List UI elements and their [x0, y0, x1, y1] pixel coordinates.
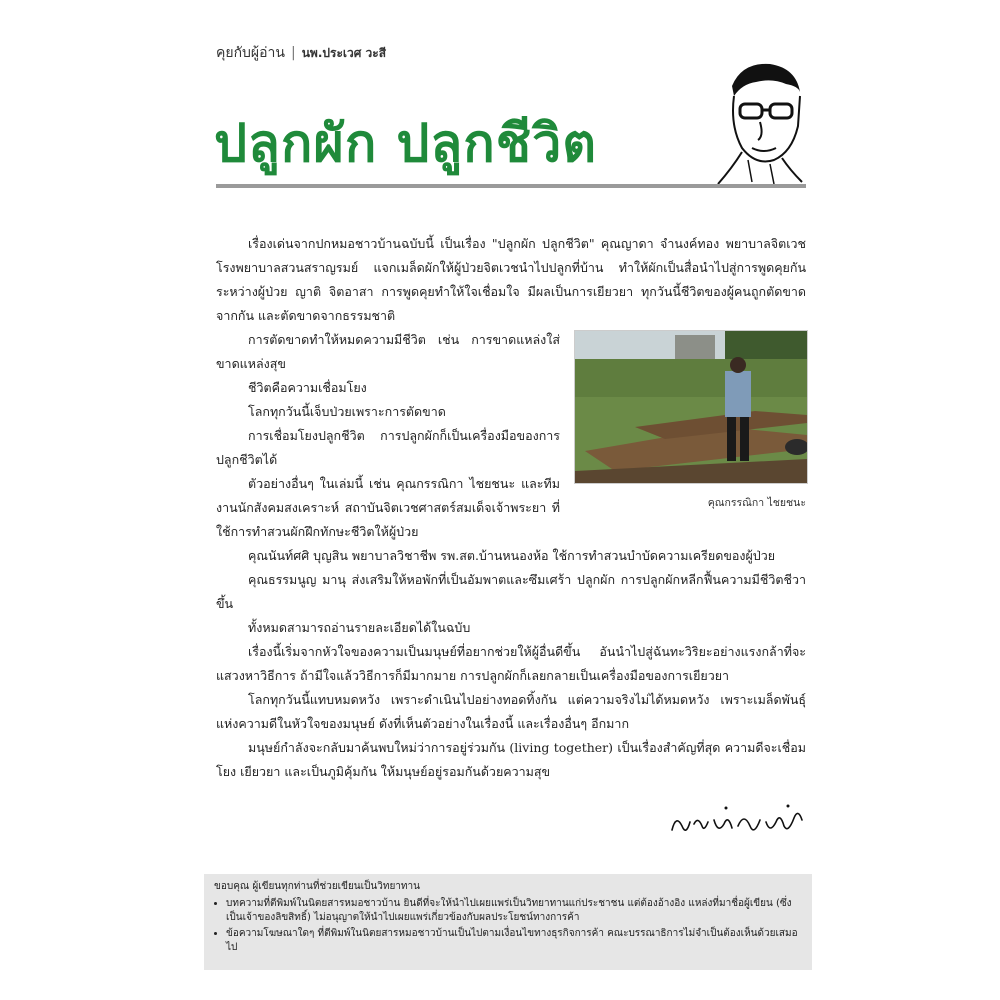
title-divider — [216, 184, 806, 188]
paragraph: คุณธรรมนูญ มานุ ส่งเสริมให้หอพักที่เป็นอัมพาตและซึมเศร้า ปลูกผัก การปลูกผักหลีกฟื้นความมีชีวิตชีวาขึ้น — [216, 572, 806, 611]
paragraph: โลกทุกวันนี้แทบหมดหวัง เพราะดำเนินไปอย่างทอดทิ้งกัน แต่ความจริงไม่ได้หมดหวัง เพราะเมล็ดพันธุ์แห่งความดีในหัวใจของมนุษย์ ดังที่เห็นตัวอย่างในเรื่องนี้ และเรื่องอื่นๆ อีกมาก — [216, 692, 806, 731]
footer-note-item: • ข้อความโฆษณาใดๆ ที่ตีพิมพ์ในนิตยสารหมอชาวบ้านเป็นไปตามเงื่อนไขทางธุรกิจการค้า คณะบรรณาธิการไม่จำเป็นต้องเห็นด้วยเสมอไป — [226, 927, 802, 955]
paragraph: คุณนันท์ศศิ บุญสิน พยาบาลวิชาชีพ รพ.สต.บ้านหนองห้อ ใช้การทำสวนบำบัดความเครียดของผู้ป่วย — [248, 548, 776, 563]
paragraph-intro: เรื่องเด่นจากปกหมอชาวบ้านฉบับนี้ เป็นเรื่อง "ปลูกผัก ปลูกชีวิต" คุณญาดา จำนงค์ทอง พยาบาลจิตเวช โรงพยาบาลสวนสราญรมย์ แจกเมล็ดผักให้ผู้ป่วยจิตเวชนำไปปลูกที่บ้าน ทำให้ผักเป็นสื่อนำไปสู่การพูดคุยกันระหว่างผู้ป่วย ญาติ จิตอาสา การพูดคุยทำให้ใจเชื่อมใจ มีผลเป็นการเยียวยา ทุกวันนี้ชีวิตของผู้คนถูกตัดขาดจากกัน และตัดขาดจากธรรมชาติ — [216, 236, 806, 323]
paragraph: มนุษย์กำลังจะกลับมาค้นพบใหม่ว่าการอยู่ร่วมกัน (living together) เป็นเรื่องสำคัญที่สุด ความดีจะเชื่อมโยง เยียวยา และเป็นภูมิคุ้มกัน ให้มนุษย์อยู่รอมกันด้วยความสุข — [216, 740, 806, 779]
author-signature — [668, 800, 808, 846]
article-body — [216, 232, 806, 784]
paragraph: โลกทุกวันนี้เจ็บป่วยเพราะการตัดขาด — [248, 404, 446, 419]
author-portrait-sketch — [712, 56, 808, 188]
photo-figure — [574, 330, 806, 512]
footer-note-item: • บทความที่ตีพิมพ์ในนิตยสารหมอชาวบ้าน ยินดีที่จะให้นำไปเผยแพร่เป็นวิทยาทานแก่ประชาชน แต่ต้องอ้างอิง แหล่งที่มาชื่อผู้เขียน (ซึ่งเป็นเจ้าของลิขสิทธิ์) ไม่อนุญาตให้นำไปเผยแพร่เกี่ยวข้องกับผลประโยชน์ทางการค้า — [226, 897, 802, 925]
footer-notice — [204, 874, 812, 970]
garden-photo — [574, 330, 808, 484]
paragraph: การตัดขาดทำให้หมดความมีชีวิต เช่น การขาดแหล่งใส่ ขาดแหล่งสุข — [216, 332, 560, 371]
column-header — [216, 42, 386, 64]
paragraph: ชีวิตคือความเชื่อมโยง — [248, 380, 367, 395]
column-author: นพ.ประเวศ วะสี — [301, 46, 387, 60]
header-separator: | — [290, 45, 296, 61]
column-name: คุยกับผู้อ่าน — [216, 45, 285, 61]
paragraph: การเชื่อมโยงปลูกชีวิต การปลูกผักก็เป็นเครื่องมือของการปลูกชีวิตได้ — [216, 428, 560, 467]
footer-thanks: ขอบคุณ ผู้เขียนทุกท่านที่ช่วยเขียนเป็นวิทยาทาน — [214, 881, 420, 892]
paragraph: ตัวอย่างอื่นๆ ในเล่มนี้ เช่น คุณกรรณิกา ไชยชนะ และทีมงานนักสังคมสงเคราะห์ สถาบันจิตเวชศาสตร์สมเด็จเจ้าพระยา ที่ใช้การทำสวนผักฝึกทักษะชีวิตให้ผู้ป่วย — [216, 476, 560, 539]
article-title: ปลูกผัก ปลูกชีวิต — [214, 114, 598, 174]
paragraph: ทั้งหมดสามารถอ่านรายละเอียดได้ในฉบับ — [248, 620, 471, 635]
footer-notes — [214, 897, 802, 955]
paragraph: เรื่องนี้เริ่มจากหัวใจของความเป็นมนุษย์ที่อยากช่วยให้ผู้อื่นดีขึ้น อันนำไปสู่ฉันทะวิริยะอย่างแรงกล้าที่จะแสวงหาวิธีการ ถ้ามีใจแล้ววิธีการก็มีมากมาย การปลูกผักก็เลยกลายเป็นเครื่องมือของการเยียวยา — [216, 644, 806, 683]
photo-caption: คุณกรรณิกา ไชยชนะ — [707, 497, 806, 509]
